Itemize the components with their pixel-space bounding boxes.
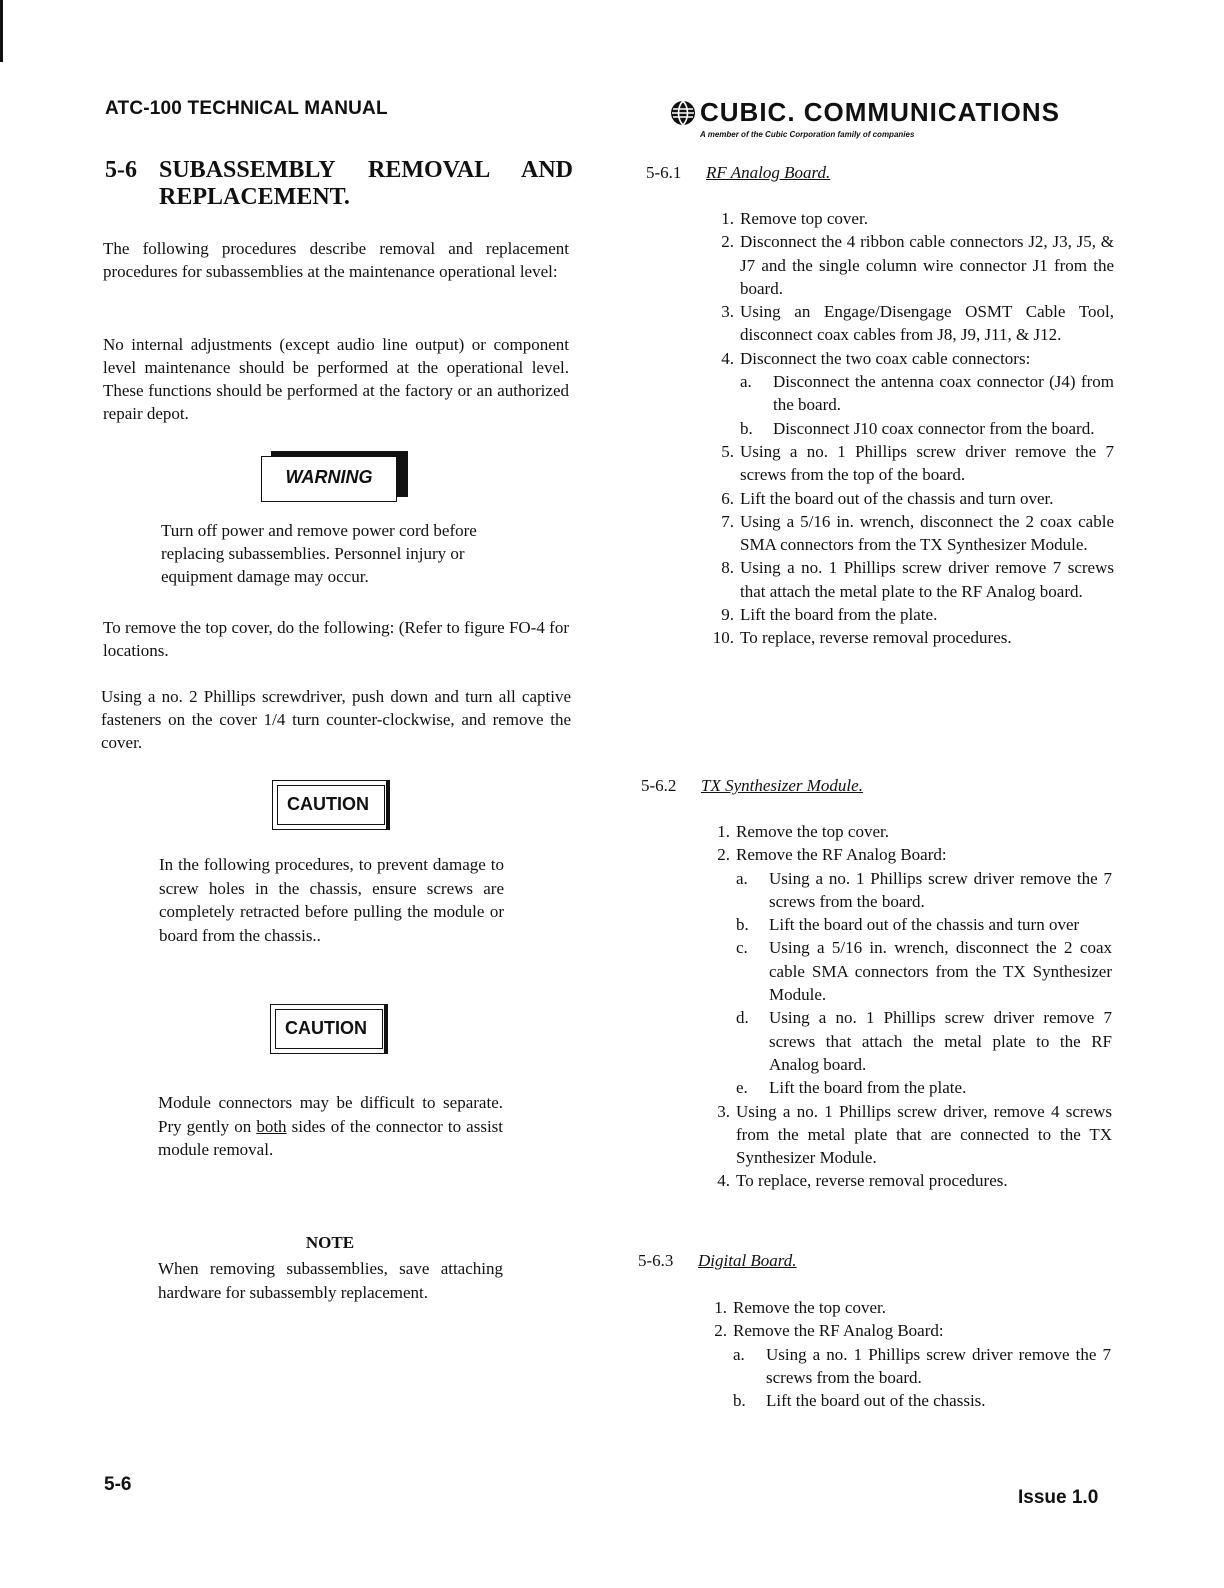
- caution-emphasis: both: [256, 1116, 287, 1136]
- sub-list-item: d. Using a no. 1 Phillips screw driver remove 7 screws that attach the metal plate to the RF Analog board.: [736, 1008, 1112, 1074]
- section-title-line2: REPLACEMENT.: [159, 184, 350, 210]
- top-cover-steps: Using a no. 2 Phillips screwdriver, push down and turn all captive fasteners on the cover 1/4 turn counter-clockwise, and remove the cover.: [101, 687, 571, 752]
- no-adjustments-paragraph: No internal adjustments (except audio line output) or component level maintenance should be performed at the operational level. These functions should be performed at the factory or an authorized repair depot.: [103, 335, 569, 423]
- subsection-title: RF Analog Board.: [706, 163, 831, 182]
- section-number: 5-6: [105, 157, 137, 183]
- warning-text: Turn off power and remove power cord before replacing subassemblies. Personnel injury or equipment damage may occur.: [161, 521, 477, 586]
- sub-list-item: c. Using a 5/16 in. wrench, disconnect the 2 coax cable SMA connectors from the TX Synthesizer Module.: [736, 938, 1112, 1005]
- step-list: [712, 207, 1114, 650]
- caution-text-2: [158, 1091, 503, 1162]
- list-item: 3. Using a no. 1 Phillips screw driver, remove 4 screws from the metal plate that are connected to the TX Synthesizer Module.: [717, 1101, 1112, 1168]
- caution-shadow: [386, 781, 389, 829]
- caution-label: CAUTION: [287, 794, 369, 814]
- sub-list-item: b. Disconnect J10 coax connector from the board.: [740, 418, 1095, 438]
- warning-shadow-top: [271, 451, 408, 456]
- page-number: 5-6: [104, 1474, 132, 1495]
- list-item: 2. Disconnect the 4 ribbon cable connectors J2, J3, J5, & J7 and the single column wire connector J1 from the board.: [721, 232, 1114, 298]
- list-item: 10. To replace, reverse removal procedures.: [712, 628, 1012, 648]
- sub-list-item: b. Lift the board out of the chassis and turn over: [736, 915, 1080, 935]
- caution-text-2b: sides of the connector to assist module removal.: [158, 1116, 504, 1159]
- step-list: [714, 1296, 1111, 1412]
- sub-list-item: e. Lift the board from the plate.: [736, 1078, 967, 1098]
- subsection-number: 5-6.1: [646, 163, 682, 182]
- globe-icon: [670, 100, 696, 126]
- caution-text-2a: Module connectors may be difficult to separate. Pry gently on: [158, 1093, 503, 1136]
- list-item: 6. Lift the board out of the chassis and turn over.: [721, 488, 1054, 508]
- issue-label: Issue 1.0: [1018, 1487, 1099, 1508]
- list-item: 2. Remove the RF Analog Board:: [717, 845, 947, 865]
- scan-edge-mark: [0, 0, 3, 62]
- caution-shadow: [384, 1005, 387, 1053]
- step-list: [717, 820, 1112, 1193]
- list-item: 2. Remove the RF Analog Board:: [714, 1321, 944, 1341]
- caution-box-2: [270, 1004, 388, 1054]
- list-item: 9. Lift the board from the plate.: [721, 605, 938, 625]
- list-item: 1. Remove top cover.: [721, 209, 868, 228]
- manual-title: ATC-100 TECHNICAL MANUAL: [105, 98, 388, 119]
- list-item: 4. To replace, reverse removal procedures.: [717, 1171, 1008, 1191]
- sub-list-item: b. Lift the board out of the chassis.: [733, 1391, 986, 1411]
- note-text: When removing subassemblies, save attaching hardware for subassembly replacement.: [158, 1259, 503, 1302]
- sub-list-item: a. Using a no. 1 Phillips screw driver remove the 7 screws from the board.: [733, 1344, 1111, 1387]
- section-title-line1: SUBASSEMBLY REMOVAL AND: [159, 157, 573, 183]
- sub-list-item: a. Using a no. 1 Phillips screw driver remove the 7 screws from the board.: [736, 868, 1112, 911]
- intro-paragraph: The following procedures describe removal and replacement procedures for subassemblies at the maintenance operational level:: [103, 239, 569, 281]
- caution-text-1: In the following procedures, to prevent damage to screw holes in the chassis, ensure screws are completely retracted before pulling the module or board from the chassis..: [159, 855, 504, 945]
- subsection-number: 5-6.2: [641, 776, 677, 795]
- list-item: 4. Disconnect the two coax cable connectors:: [721, 348, 1031, 368]
- caution-label: CAUTION: [285, 1018, 367, 1038]
- list-item: 3. Using an Engage/Disengage OSMT Cable Tool, disconnect coax cables from J8, J9, J11, & J12.: [721, 302, 1114, 345]
- warning-label: WARNING: [285, 467, 373, 487]
- list-item: 5. Using a no. 1 Phillips screw driver remove the 7 screws from the top of the board.: [721, 441, 1114, 485]
- warning-shadow-right: [397, 451, 408, 497]
- list-item: 7. Using a 5/16 in. wrench, disconnect the 2 coax cable SMA connectors from the TX Synthesizer Module.: [721, 511, 1114, 555]
- list-item: 1. Remove the top cover.: [717, 822, 889, 841]
- subsection-title: TX Synthesizer Module.: [701, 776, 863, 795]
- sub-list-item: a. Disconnect the antenna coax connector (J4) from the board.: [740, 372, 1114, 415]
- subsection-title: Digital Board.: [698, 1251, 797, 1270]
- top-cover-intro: To remove the top cover, do the following: (Refer to figure FO-4 for locations.: [103, 618, 569, 660]
- list-item: 8. Using a no. 1 Phillips screw driver remove 7 screws that attach the metal plate to the RF Analog board.: [721, 558, 1114, 601]
- caution-box-1: [272, 780, 390, 830]
- list-item: 1. Remove the top cover.: [714, 1298, 886, 1317]
- company-name: CUBIC. COMMUNICATIONS: [700, 97, 1060, 127]
- note-heading: NOTE: [305, 1233, 355, 1252]
- subsection-number: 5-6.3: [638, 1251, 674, 1270]
- warning-box: [261, 451, 408, 503]
- company-tagline: A member of the Cubic Corporation family of companies: [700, 130, 915, 139]
- company-logo: [670, 97, 1110, 146]
